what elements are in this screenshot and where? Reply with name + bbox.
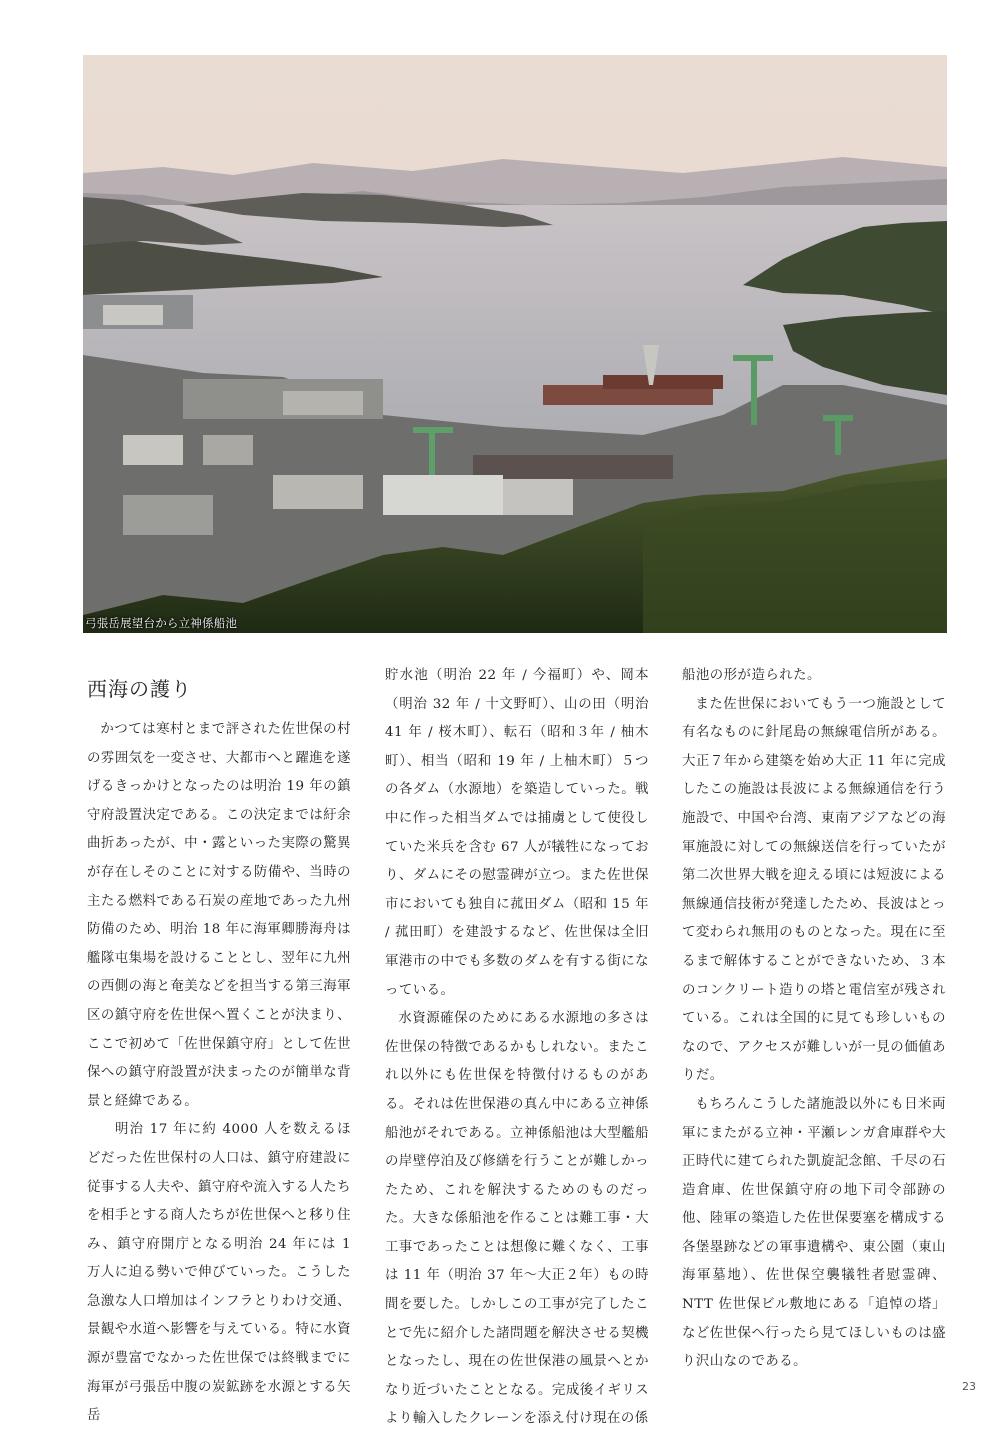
paragraph: 水資源確保のためにある水源地の多さは佐世保の特徴であるかもしれない。またこれ以外にも佐世保を特徴付けるものがある。それは佐世保港の真ん中にある立神係船池がそれである。立神係船池は大型艦船の岸壁停泊及び修繕を行うことが難しかったため、これを解決するためのものだった。大きな係船池を作ることは難工事・大工事であったことは想像に難くなく、工事は 11 年（明治 37 年〜大正２年）もの時間を要した。しかしこの工事が完了したことで先に紹介した諸問題を解決させる契機となったし、現在の佐世保港の風景へとかなり近づいたこととなる。完成後イギリスより輸入したクレーンを添え付け現在の係: [385, 1011, 649, 1427]
paragraph: また佐世保においてもう一つ施設として有名なものに針尾島の無線電信所がある。大正７年から建築を始め大正 11 年に完成したこの施設は長波による無線通信を行う施設で、中国や台湾、東南アジアなどの海軍施設に対しての無線送信を行っていたが第二次世界大戦を迎える頃には短波による無線通信技術が発達したため、長波はとって変わられ無用のものとなった。現在に至るまで解体することができないため、３本のコンクリート造りの塔と電信室が残されている。これは全国的に見ても珍しいものなので、アクセスが難しいが一見の価値ありだ。: [682, 696, 946, 1084]
paragraph: 船池の形が造られた。: [682, 668, 821, 683]
page-number: 23: [962, 1380, 976, 1393]
text-column-1: [87, 673, 351, 1431]
text-column-3: [682, 662, 946, 1377]
paragraph: もちろんこうした諸施設以外にも日米両軍にまたがる立神・平瀬レンガ倉庫群や大正時代に建てられた凱旋記念館、千尽の石造倉庫、佐世保鎮守府の地下司令部跡の他、陸軍の築造した佐世保要塞を構成する各堡塁跡などの軍事遺構や、東公園（東山海軍墓地）、佐世保空襲犠牲者慰霊碑、NTT 佐世保ビル敷地にある「追悼の塔」など佐世保へ行ったら見てほしいものは盛り沢山なのである。: [682, 1096, 946, 1370]
photo-caption: 弓張岳展望台から立神係船池: [85, 616, 238, 630]
article-heading: 西海の護り: [87, 677, 192, 701]
paragraph: 貯水池（明治 22 年 / 今福町）や、岡本（明治 32 年 / 十文野町）、山の田（明治 41 年 / 桜木町）、転石（昭和３年 / 柚木町）、相当（昭和 19 年 / 上柚木町）５つの各ダム（水源地）を築造していった。戦中に作った相当ダムでは捕虜として使役していた米兵を含む 67 人が犠牲になっており、ダムにその慰霊碑が立つ。また佐世保市においても独自に菰田ダム（昭和 15 年 / 菰田町）を建設するなど、佐世保は全旧軍港市の中でも多数のダムを有する街になっている。: [385, 668, 649, 998]
text-column-2: [385, 662, 649, 1434]
paragraph: かつては寒村とまで評された佐世保の村の雰囲気を一変させ、大都市へと躍進を遂げるきっかけとなったのは明治 19 年の鎮守府設置決定である。この決定までは紆余曲折あったが、中・露といった実際の驚異が存在しそのことに対する防備や、当時の主たる燃料である石炭の産地であった九州防備のため、明治 18 年に海軍卿勝海舟は艦隊屯集場を設けることとし、翌年に九州の西側の海と奄美などを担当する第三海軍区の鎮守府を佐世保へ置くことが決まり、ここで初めて「佐世保鎮守府」として佐世保への鎮守府設置が決まったのが簡単な背景と経緯である。: [87, 722, 351, 1109]
harbor-landscape-image: [83, 55, 947, 633]
harbor-photo: [83, 55, 947, 633]
paragraph: 明治 17 年に約 4000 人を数えるほどだった佐世保村の人口は、鎮守府建設に従事する人夫や、鎮守府や流入する人たちを相手とする商人たちが佐世保へと移り住み、鎮守府開庁となる明治 24 年には 1 万人に迫る勢いで伸びていった。こうした急激な人口増加はインフラとりわけ交通、景観や水道へ影響を与えている。特に水資源が豊富でなかった佐世保では終戦までに海軍が弓張岳中腹の炭鉱跡を水源とする矢岳: [87, 1122, 351, 1424]
